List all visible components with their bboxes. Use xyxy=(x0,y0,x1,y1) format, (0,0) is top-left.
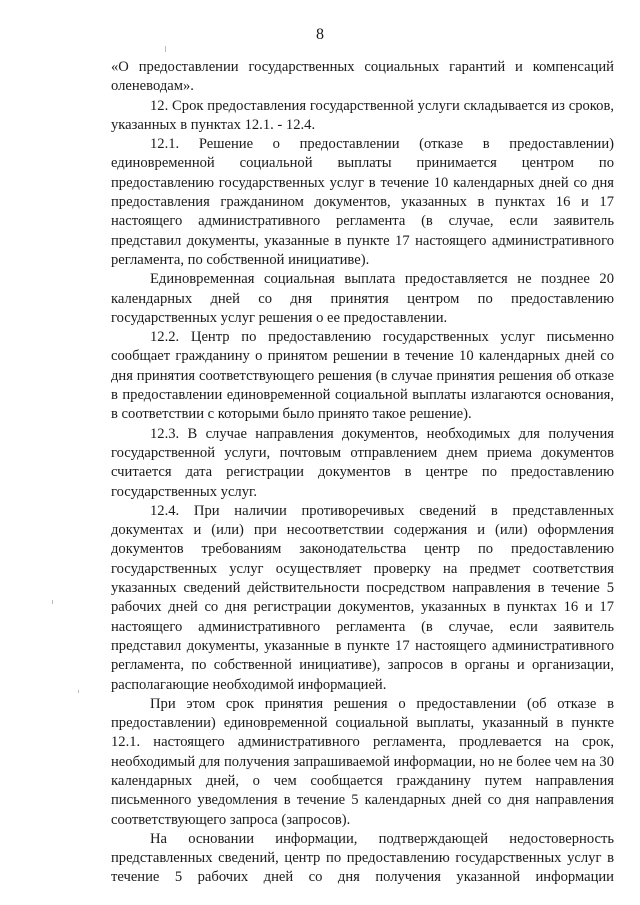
page-number: 8 xyxy=(316,26,324,43)
paragraph-12-2: 12.2. Центр по предоставлению государственных услуг письменно сообщает гражданину о принятом решении в течение 10 календарных дней со дня принятия соответствующего решения (в случае принятия решения об отказе в предоставлении единовременной социальной выплаты излагаются основания, в соответствии с которыми было принято такое решение). xyxy=(111,329,614,423)
scan-mark xyxy=(78,690,79,693)
paragraph-12-3: 12.3. В случае направления документов, необходимых для получения государственной услуги, почтовым отправлением днем приема документов считается дата регистрации документов в центре по предоставлению государственных услуг. xyxy=(111,425,614,500)
scan-mark xyxy=(165,46,166,52)
paragraph-12: 12. Срок предоставления государственной услуги складывается из сроков, указанных в пунктах 12.1. - 12.4. xyxy=(111,97,614,133)
paragraph-12-1: 12.1. Решение о предоставлении (отказе в предоставлении) единовременной социальной выплаты принимается центром по предоставлению государственных услуг в течение 10 календарных дней со дня предоставления гражданином документов, указанных в пунктах 16 и 17 настоящего административного регламента (в случае, если заявитель представил документы, указанные в пункте 17 настоящего административного регламента, по собственной инициативе). xyxy=(111,136,614,268)
scan-mark xyxy=(52,600,53,604)
document-body xyxy=(111,58,614,888)
paragraph-12-4: 12.4. При наличии противоречивых сведений в представленных документах и (или) при несоответствии содержания и (или) оформления документов требованиям законодательства центр по предоставлению государственных услуг осуществляет проверку на предмет соответствия указанных сведений действительности посредством направления в течение 5 рабочих дней со дня регистрации документов, указанных в пунктах 16 и 17 настоящего административного регламента (в случае, если заявитель представил документы, указанные в пункте 17 настоящего административного регламента, по собственной инициативе), запросов в органы и организации, располагающие необходимой информацией. xyxy=(111,502,614,693)
paragraph-unreliable-info: На основании информации, подтверждающей недостоверность представленных сведений, центр по предоставлению государственных услуг в течение 5 рабочих дней со дня получения указанной информации xyxy=(111,830,614,886)
paragraph-term-extension: При этом срок принятия решения о предоставлении (об отказе в предоставлении) единовременной социальной выплаты, указанный в пункте 12.1. настоящего административного регламента, продлевается на срок, необходимый для получения запрашиваемой информации, но не более чем на 30 календарных дней, о чем сообщается гражданину путем направления письменного уведомления в течение 5 календарных дней со дня направления соответствующего запроса (запросов). xyxy=(111,695,614,828)
paragraph-continuation: «О предоставлении государственных социальных гарантий и компенсаций оленеводам». xyxy=(111,59,614,95)
paragraph-payment-deadline: Единовременная социальная выплата предоставляется не позднее 20 календарных дней со дня принятия центром по предоставлению государственных услуг решения о ее предоставлении. xyxy=(111,271,614,326)
